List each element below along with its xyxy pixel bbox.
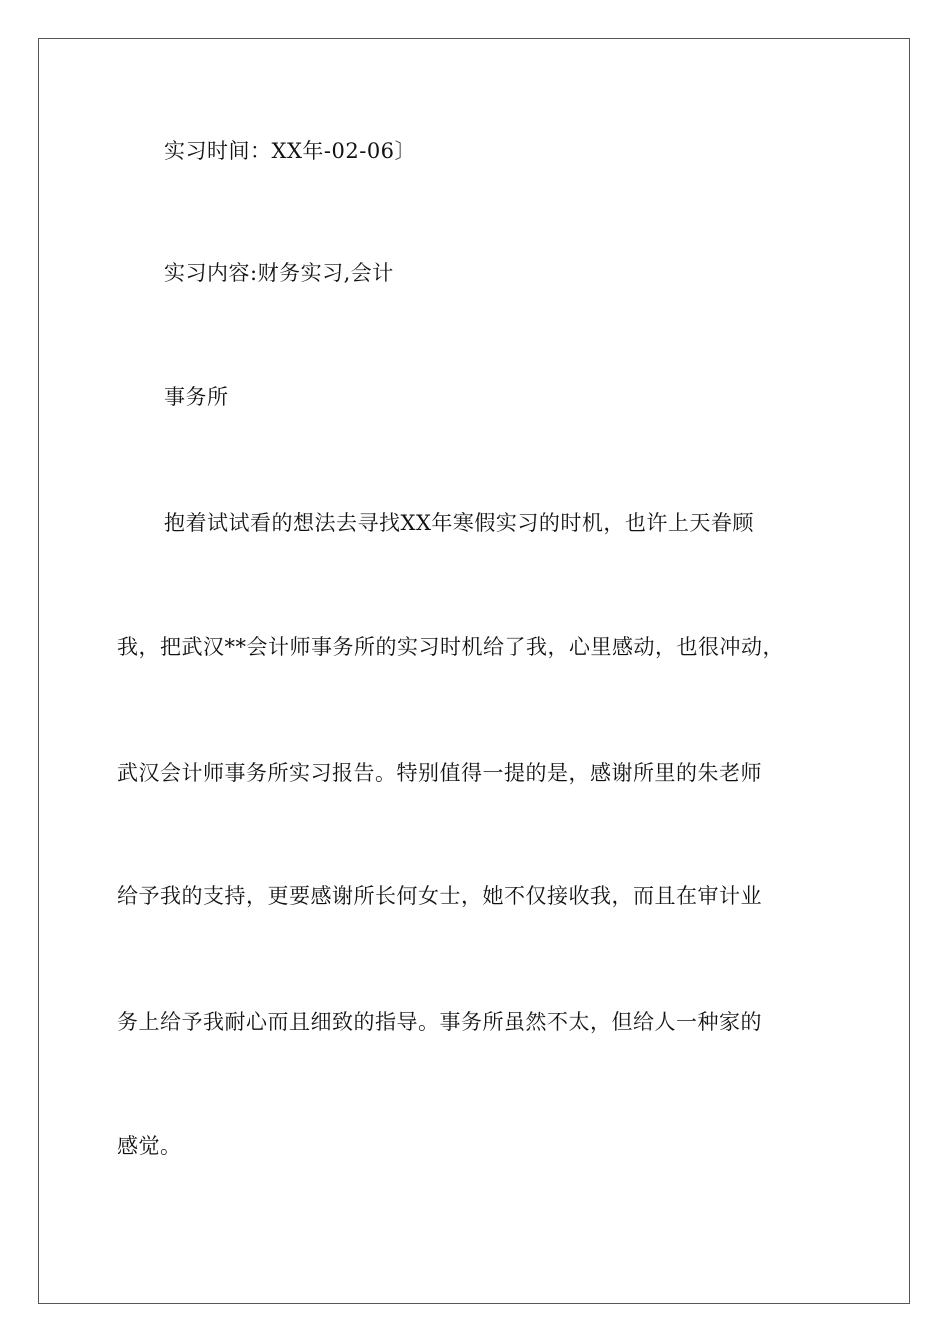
paragraph-line-1: 抱着试试看的想法去寻找XX年寒假实习的时机，也许上天眷顾 [164, 511, 754, 535]
paragraph-line-2: 我，把武汉**会计师事务所的实习时机给了我，心里感动，也很冲动， [117, 635, 784, 659]
internship-content-continued: 事务所 [164, 385, 229, 409]
paragraph-line-3: 武汉会计师事务所实习报告。特别值得一提的是，感谢所里的朱老师 [117, 761, 762, 785]
paragraph-line-4: 给予我的支持，更要感谢所长何女士，她不仅接收我，而且在审计业 [117, 884, 762, 908]
paragraph-line-6: 感觉。 [117, 1134, 182, 1158]
internship-time-line: 实习时间：XX年-02-06〕 [164, 139, 417, 163]
internship-content-line: 实习内容:财务实习,会计 [164, 261, 394, 285]
page-border [38, 38, 910, 1304]
paragraph-line-5: 务上给予我耐心而且细致的指导。事务所虽然不太，但给人一种家的 [117, 1010, 762, 1034]
